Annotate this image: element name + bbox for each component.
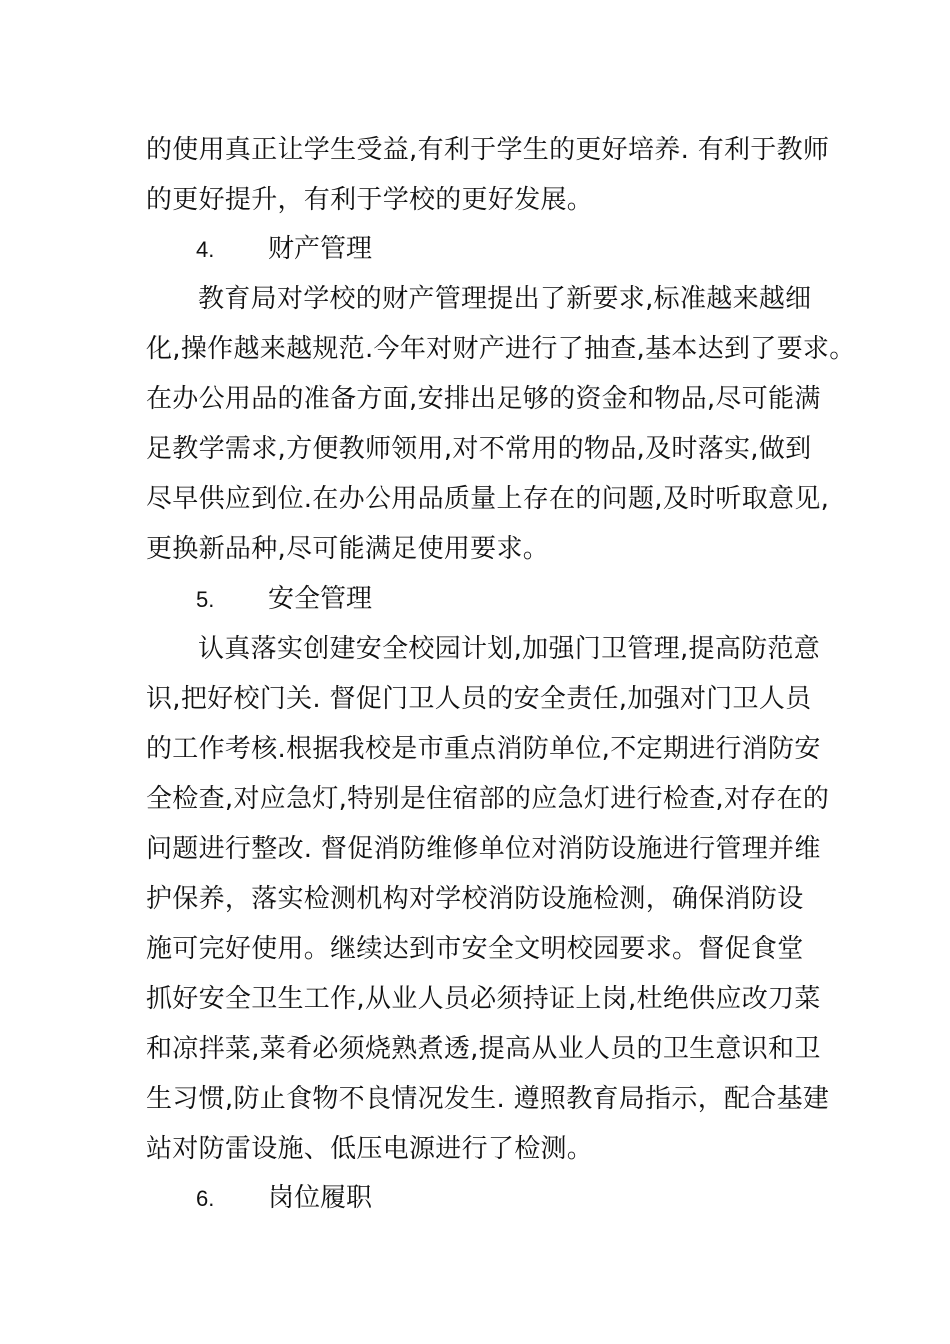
paragraph-line: 全检查,对应急灯,特别是住宿部的应急灯进行检查,对存在的 [146,784,830,814]
section-number: 5. [196,587,215,612]
section-heading-5 [196,583,372,615]
section-title: 财产管理 [268,234,373,264]
paragraph-line: 和凉拌菜,菜肴必须烧熟煮透,提高从业人员的卫生意识和卫 [146,1034,821,1064]
section-title: 安全管理 [268,584,373,614]
paragraph-line: 站对防雷设施、低压电源进行了检测。 [146,1134,594,1164]
paragraph-line: 的工作考核.根据我校是市重点消防单位,不定期进行消防安 [146,734,821,764]
paragraph-line: 的使用真正让学生受益,有利于学生的更好培养. 有利于教师 [146,135,830,165]
paragraph-line: 识,把好校门关. 督促门卫人员的安全责任,加强对门卫人员 [146,684,812,714]
paragraph-line: 问题进行整改. 督促消防维修单位对消防设施进行管理并维 [146,834,821,864]
paragraph-line: 足教学需求,方便教师领用,对不常用的物品,及时落实,做到 [146,434,812,464]
paragraph-line: 化,操作越来越规范.今年对财产进行了抽查,基本达到了要求。 [146,334,856,364]
paragraph-line: 的更好提升，有利于学校的更好发展。 [146,185,594,215]
paragraph-line: 更换新品种,尽可能满足使用要求。 [146,534,550,564]
section-title: 岗位履职 [268,1183,373,1213]
paragraph-line: 抓好安全卫生工作,从业人员必须持证上岗,杜绝供应改刀菜 [146,984,821,1014]
section-number: 4. [196,237,215,262]
paragraph-line: 生习惯,防止食物不良情况发生. 遵照教育局指示，配合基建 [146,1084,830,1114]
paragraph-line: 教育局对学校的财产管理提出了新要求,标准越来越细 [198,284,812,314]
section-number: 6. [196,1186,215,1211]
paragraph-line: 护保养，落实检测机构对学校消防设施检测，确保消防设 [146,884,804,914]
paragraph-line: 在办公用品的准备方面,安排出足够的资金和物品,尽可能满 [146,384,821,414]
paragraph-line: 施可完好使用。继续达到市安全文明校园要求。督促食堂 [146,934,804,964]
section-heading-4 [196,233,372,265]
section-heading-6 [196,1182,372,1214]
paragraph-line: 认真落实创建安全校园计划,加强门卫管理,提高防范意 [198,634,821,664]
paragraph-line: 尽早供应到位.在办公用品质量上存在的问题,及时听取意见, [146,484,830,514]
